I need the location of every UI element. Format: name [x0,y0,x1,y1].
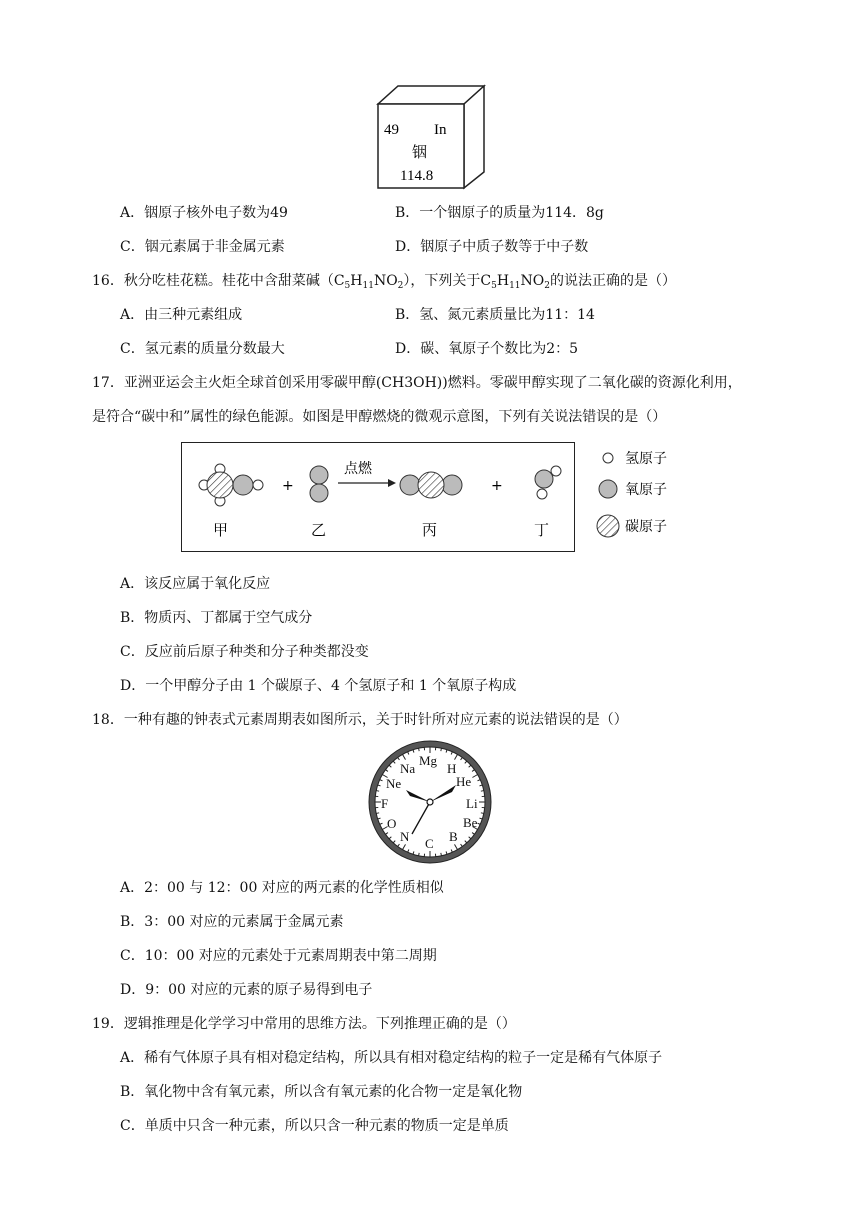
q18-option-d: D．9：00 对应的元素的原子易得到电子 [120,982,373,998]
molecule-methanol [199,464,263,506]
q16-option-a: A．由三种元素组成 [120,307,243,323]
q17-option-b: B．物质丙、丁都属于空气成分 [120,610,313,626]
q17-stem-line2: 是符合“碳中和”属性的绿色能源。如图是甲醇燃烧的微观示意图，下列有关说法错误的是（） [92,409,667,425]
plus-sign-2: + [491,478,503,494]
label-jia: 甲 [213,521,229,539]
clock-label-na: Na [400,761,416,776]
element-name: 铟 [412,143,428,161]
q17-option-d: D．一个甲醇分子由 1 个碳原子、4 个氢原子和 1 个氧原子构成 [120,678,517,694]
element-number: 49 [384,122,399,138]
q16-option-d: D．碳、氧原子个数比为2：5 [395,341,579,357]
element-mass: 114.8 [400,168,434,184]
q19-option-c: C．单质中只含一种元素，所以只含一种元素的物质一定是单质 [120,1118,509,1134]
clock-label-h: H [447,761,457,776]
q17-option-a: A．该反应属于氧化反应 [120,576,271,592]
clock-label-li: Li [466,796,478,811]
clock-tick [441,853,442,856]
clock-label-n: N [400,829,410,844]
q19-stem: 19．逻辑推理是化学学习中常用的思维方法。下列推理正确的是（） [92,1016,516,1032]
clock-label-he: He [456,774,472,789]
atom-legend [595,446,695,542]
clock-label-mg: Mg [419,753,438,768]
label-bing: 丙 [422,521,438,539]
clock-tick [441,748,442,751]
q18-option-c: C．10：00 对应的元素处于元素周期表中第二周期 [120,948,437,964]
clock-tick [419,748,420,751]
plus-sign-1: + [282,478,294,494]
label-ding: 丁 [534,521,550,539]
clock-label-ne: Ne [386,776,402,791]
q19-option-a: A．稀有气体原子具有相对稳定结构，所以具有相对稳定结构的粒子一定是稀有气体原子 [120,1050,663,1066]
molecule-oxygen [310,466,328,502]
clock-tick [481,791,484,792]
molecule-carbon-dioxide [400,472,462,498]
element-symbol: In [434,122,447,138]
molecule-water [535,466,561,499]
legend-hydrogen: 氢原子 [625,451,667,467]
q16-stem: 16．秋分吃桂花糕。桂花中含甜菜碱$(C_5H_{11}NO_2)$，下列关于$C_5H_{11}NO_2$的说法正确的是（） [92,273,676,291]
reaction-condition: 点燃 [344,461,372,477]
clock-tick [419,853,420,856]
q18-option-b: B．3：00 对应的元素属于金属元素 [120,914,344,930]
element-clock [366,740,494,864]
clock-tick [481,813,484,814]
clock-tick [376,813,379,814]
q17-option-c: C．反应前后原子种类和分子种类都没变 [120,644,369,660]
q18-stem: 18．一种有趣的钟表式元素周期表如图所示，关于时针所对应元素的说法错误的是（） [92,712,628,728]
clock-label-f: F [381,796,389,811]
q16-option-c: C．氢元素的质量分数最大 [120,341,285,357]
clock-tick [376,791,379,792]
q15-option-d: D．铟原子中质子数等于中子数 [395,239,589,255]
q18-option-a: A．2：00 与 12：00 对应的两元素的化学性质相似 [120,880,444,896]
clock-label-be: Be [463,815,478,830]
clock-label-b: B [449,829,458,844]
label-yi: 乙 [311,521,327,539]
clock-label-c: C [425,836,434,851]
q16-option-b: B．氢、氮元素质量比为11：14 [395,307,595,323]
q15-option-b: B．一个铟原子的质量为114．8g [395,205,604,221]
clock-label-o: O [387,816,397,831]
reaction-diagram [181,442,575,552]
legend-carbon: 碳原子 [625,519,667,535]
element-card-figure [374,84,486,192]
legend-oxygen: 氧原子 [625,482,667,498]
q17-stem-line1: 17．亚洲亚运会主火炬全球首创采用零碳甲醇(CH3OH))燃料。零碳甲醇实现了二氧化碳的资源化利用， [92,375,742,391]
q19-option-b: B．氧化物中含有氧元素，所以含有氧元素的化合物一定是氧化物 [120,1084,523,1100]
q15-option-c: C．铟元素属于非金属元素 [120,239,285,255]
q15-option-a: A．铟原子核外电子数为49 [120,205,288,221]
